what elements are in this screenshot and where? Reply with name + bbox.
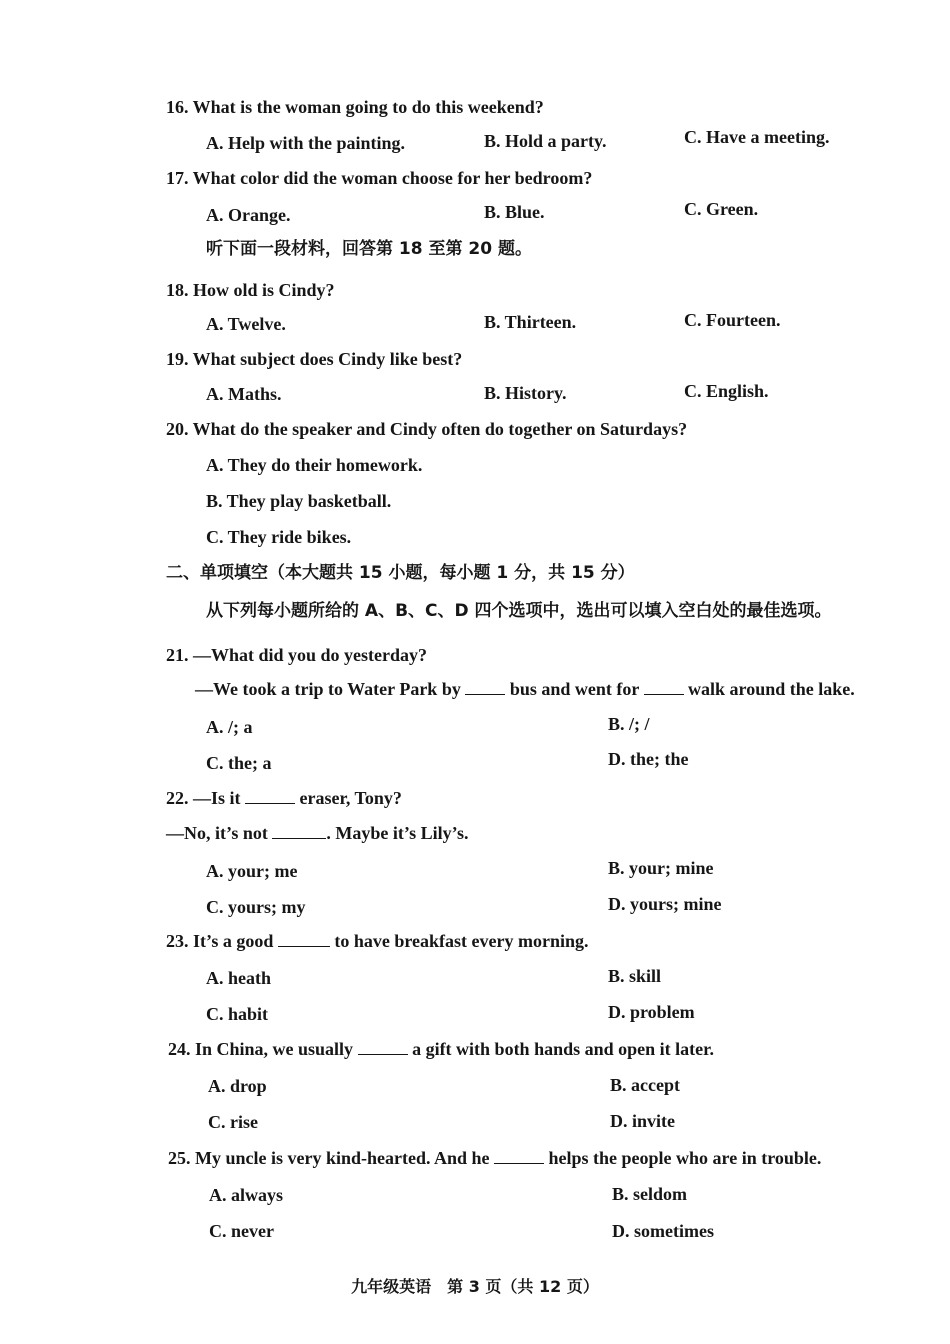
question-21-text-2: bus and went for bbox=[509, 679, 640, 699]
question-23-text-1: 23. It’s a good bbox=[166, 931, 274, 951]
question-19-option-a: A. Maths. bbox=[206, 384, 282, 404]
question-23-option-d: D. problem bbox=[608, 1002, 695, 1022]
question-18-option-a: A. Twelve. bbox=[206, 314, 286, 334]
question-21-option-b: B. /; / bbox=[608, 714, 650, 734]
question-22-text-2: eraser, Tony? bbox=[299, 788, 402, 808]
answer-blank bbox=[644, 678, 684, 695]
section-2-heading: 二、单项填空（本大题共 15 小题，每小题 1 分，共 15 分） bbox=[166, 563, 635, 583]
question-22-text-3: —No, it’s not bbox=[166, 823, 268, 843]
question-22-option-b: B. your; mine bbox=[608, 858, 714, 878]
question-19-option-b: B. History. bbox=[484, 383, 567, 403]
question-18-option-b: B. Thirteen. bbox=[484, 312, 577, 332]
question-23-option-c: C. habit bbox=[206, 1004, 269, 1024]
question-22-option-a: A. your; me bbox=[206, 861, 298, 881]
question-19-stem: 19. What subject does Cindy like best? bbox=[166, 349, 463, 369]
question-22-line-2 bbox=[166, 822, 469, 844]
page-footer: 九年级英语 第 3 页（共 12 页） bbox=[351, 1277, 599, 1296]
question-21-text-1: —We took a trip to Water Park by bbox=[195, 679, 461, 699]
answer-blank bbox=[245, 787, 295, 804]
question-21-option-d: D. the; the bbox=[608, 749, 689, 769]
question-24-option-b: B. accept bbox=[610, 1075, 680, 1095]
question-18-option-c: C. Fourteen. bbox=[684, 310, 781, 330]
question-25-option-d: D. sometimes bbox=[612, 1221, 714, 1241]
question-22-text-4: . Maybe it’s Lily’s. bbox=[326, 823, 469, 843]
question-20-option-b: B. They play basketball. bbox=[206, 491, 392, 511]
question-20-stem: 20. What do the speaker and Cindy often do together on Saturdays? bbox=[166, 419, 688, 439]
question-21-option-a: A. /; a bbox=[206, 717, 253, 737]
question-17-option-a: A. Orange. bbox=[206, 205, 291, 225]
question-24-text-1: 24. In China, we usually bbox=[168, 1039, 354, 1059]
question-16-option-a: A. Help with the painting. bbox=[206, 133, 406, 153]
question-19-option-c: C. English. bbox=[684, 381, 769, 401]
question-22-option-d: D. yours; mine bbox=[608, 894, 722, 914]
question-20-option-a: A. They do their homework. bbox=[206, 455, 423, 475]
question-16-stem: 16. What is the woman going to do this weekend? bbox=[166, 97, 544, 117]
answer-blank bbox=[272, 822, 326, 839]
question-23-option-b: B. skill bbox=[608, 966, 662, 986]
question-22-option-c: C. yours; my bbox=[206, 897, 306, 917]
question-21-option-c: C. the; a bbox=[206, 753, 272, 773]
question-17-option-b: B. Blue. bbox=[484, 202, 545, 222]
question-24-text-2: a gift with both hands and open it later. bbox=[412, 1039, 714, 1059]
answer-blank bbox=[465, 678, 505, 695]
question-23-text-2: to have breakfast every morning. bbox=[334, 931, 589, 951]
question-25-option-b: B. seldom bbox=[612, 1184, 688, 1204]
question-16-option-c: C. Have a meeting. bbox=[684, 127, 830, 147]
question-21-line-2 bbox=[195, 678, 855, 700]
question-25-stem bbox=[168, 1147, 821, 1169]
question-24-option-a: A. drop bbox=[208, 1076, 267, 1096]
answer-blank bbox=[278, 930, 330, 947]
listening-instruction: 听下面一段材料，回答第 18 至第 20 题。 bbox=[206, 239, 532, 259]
section-2-instruction: 从下列每小题所给的 A、B、C、D 四个选项中，选出可以填入空白处的最佳选项。 bbox=[206, 601, 832, 621]
question-17-stem: 17. What color did the woman choose for her bedroom? bbox=[166, 168, 593, 188]
question-18-stem: 18. How old is Cindy? bbox=[166, 280, 335, 300]
answer-blank bbox=[358, 1038, 408, 1055]
question-24-option-c: C. rise bbox=[208, 1112, 258, 1132]
question-16-option-b: B. Hold a party. bbox=[484, 131, 607, 151]
question-23-stem bbox=[166, 930, 588, 952]
question-21-line-1: 21. —What did you do yesterday? bbox=[166, 645, 428, 665]
question-17-option-c: C. Green. bbox=[684, 199, 759, 219]
question-24-stem bbox=[168, 1038, 714, 1060]
answer-blank bbox=[494, 1147, 544, 1164]
question-25-option-a: A. always bbox=[209, 1185, 284, 1205]
question-25-option-c: C. never bbox=[209, 1221, 274, 1241]
question-22-text-1: 22. —Is it bbox=[166, 788, 241, 808]
question-21-text-3: walk around the lake. bbox=[688, 679, 855, 699]
question-25-text-1: 25. My uncle is very kind-hearted. And he bbox=[168, 1148, 490, 1168]
question-25-text-2: helps the people who are in trouble. bbox=[548, 1148, 822, 1168]
question-22-line-1 bbox=[166, 787, 402, 809]
question-20-option-c: C. They ride bikes. bbox=[206, 527, 352, 547]
question-24-option-d: D. invite bbox=[610, 1111, 675, 1131]
question-23-option-a: A. heath bbox=[206, 968, 272, 988]
